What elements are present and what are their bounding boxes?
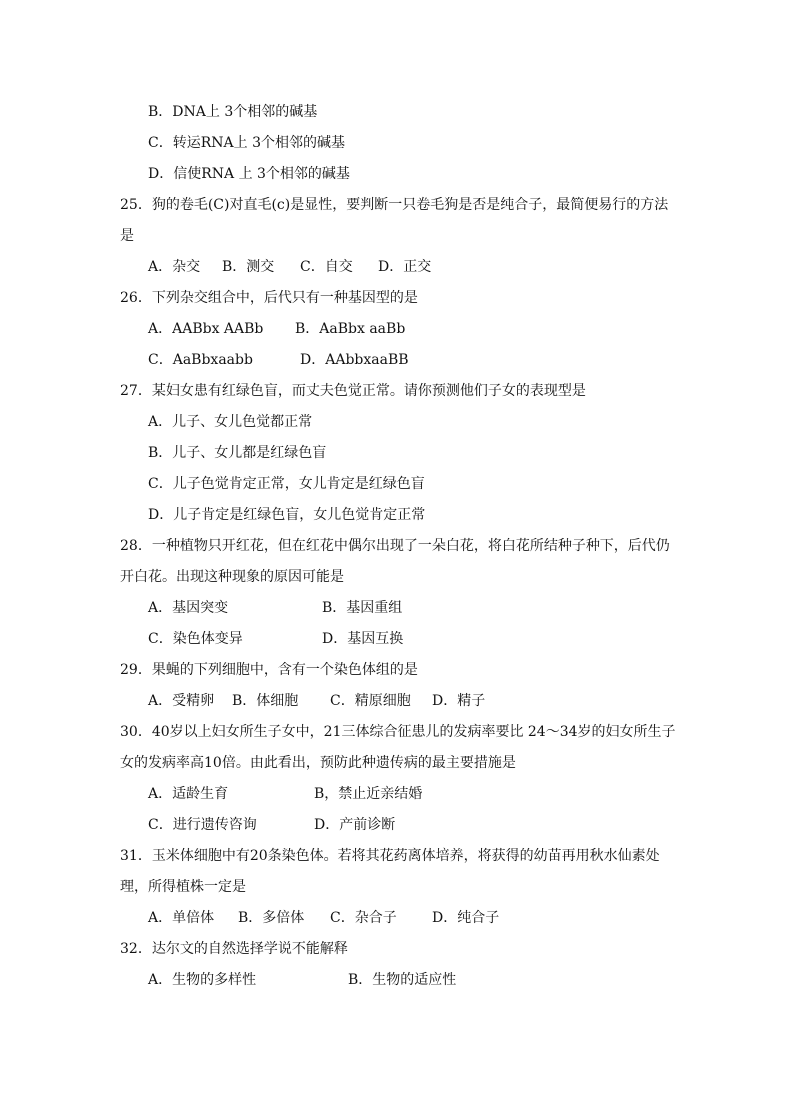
q24-option-d: D．信使RNA 上 3个相邻的碱基 bbox=[148, 166, 350, 182]
question-27-option-a: A．儿子、女儿色觉都正常 bbox=[148, 414, 313, 430]
question-31-option-d: D．纯合子 bbox=[432, 910, 500, 926]
question-32-stem: 32．达尔文的自然选择学说不能解释 bbox=[120, 941, 348, 957]
question-27-option-b: B．儿子、女儿都是红绿色盲 bbox=[148, 445, 327, 461]
q24-option-b: B．DNA上 3个相邻的碱基 bbox=[148, 104, 318, 120]
question-29-option-c: C．精原细胞 bbox=[330, 693, 411, 709]
question-31-stem-cont: 理，所得植株一定是 bbox=[120, 879, 246, 895]
question-27-option-d: D．儿子肯定是红绿色盲，女儿色觉肯定正常 bbox=[148, 507, 426, 523]
question-26-option-d: D．AAbbxaaBB bbox=[300, 352, 409, 368]
question-25-option-c: C．自交 bbox=[300, 259, 353, 275]
question-29-option-a: A．受精卵 bbox=[148, 693, 215, 709]
question-30-option-d: D．产前诊断 bbox=[314, 817, 396, 833]
question-28-option-d: D．基因互换 bbox=[322, 631, 404, 647]
question-28-stem-cont: 开白花。出现这种现象的原因可能是 bbox=[120, 569, 344, 585]
question-28-stem: 28．一种植物只开红花，但在红花中偶尔出现了一朵白花，将白花所结种子种下，后代仍 bbox=[120, 538, 670, 554]
q24-option-c: C．转运RNA上 3个相邻的碱基 bbox=[148, 135, 345, 151]
question-28-option-b: B．基因重组 bbox=[322, 600, 403, 616]
question-31-stem: 31．玉米体细胞中有20条染色体。若将其花药离体培养，将获得的幼苗再用秋水仙素处 bbox=[120, 848, 660, 864]
question-26-option-b: B．AaBbx aaBb bbox=[295, 321, 406, 337]
question-29-option-d: D．精子 bbox=[432, 693, 486, 709]
question-26-option-a: A．AABbx AABb bbox=[148, 321, 264, 337]
question-31-option-c: C．杂合子 bbox=[330, 910, 397, 926]
question-26-stem: 26．下列杂交组合中，后代只有一种基因型的是 bbox=[120, 290, 418, 306]
question-25-option-b: B．测交 bbox=[222, 259, 275, 275]
question-25-option-d: D．正交 bbox=[378, 259, 432, 275]
question-25-option-a: A．杂交 bbox=[148, 259, 201, 275]
question-28-option-c: C．染色体变异 bbox=[148, 631, 243, 647]
question-31-option-b: B．多倍体 bbox=[238, 910, 305, 926]
question-32-option-b: B．生物的适应性 bbox=[348, 972, 457, 988]
question-29-stem: 29．果蝇的下列细胞中，含有一个染色体组的是 bbox=[120, 662, 418, 678]
question-31-option-a: A．单倍体 bbox=[148, 910, 215, 926]
question-30-option-b: B，禁止近亲结婚 bbox=[314, 786, 423, 802]
question-30-option-c: C．进行遗传咨询 bbox=[148, 817, 257, 833]
question-29-option-b: B．体细胞 bbox=[232, 693, 299, 709]
question-30-option-a: A．适龄生育 bbox=[148, 786, 229, 802]
question-27-stem: 27．某妇女患有红绿色盲，而丈夫色觉正常。请你预测他们子女的表现型是 bbox=[120, 383, 586, 399]
question-25-stem-cont: 是 bbox=[120, 228, 134, 244]
question-30-stem: 30．40岁以上妇女所生子女中，21三体综合征患儿的发病率要比 24～34岁的妇女所生子 bbox=[120, 724, 676, 740]
question-32-option-a: A．生物的多样性 bbox=[148, 972, 257, 988]
question-26-option-c: C．AaBbxaabb bbox=[148, 352, 253, 368]
question-28-option-a: A．基因突变 bbox=[148, 600, 229, 616]
question-27-option-c: C．儿子色觉肯定正常，女儿肯定是红绿色盲 bbox=[148, 476, 425, 492]
question-25-stem: 25．狗的卷毛(C)对直毛(c)是显性，要判断一只卷毛狗是否是纯合子，最简便易行的方法 bbox=[120, 197, 669, 213]
question-30-stem-cont: 女的发病率高10倍。由此看出，预防此种遗传病的最主要措施是 bbox=[120, 755, 516, 771]
